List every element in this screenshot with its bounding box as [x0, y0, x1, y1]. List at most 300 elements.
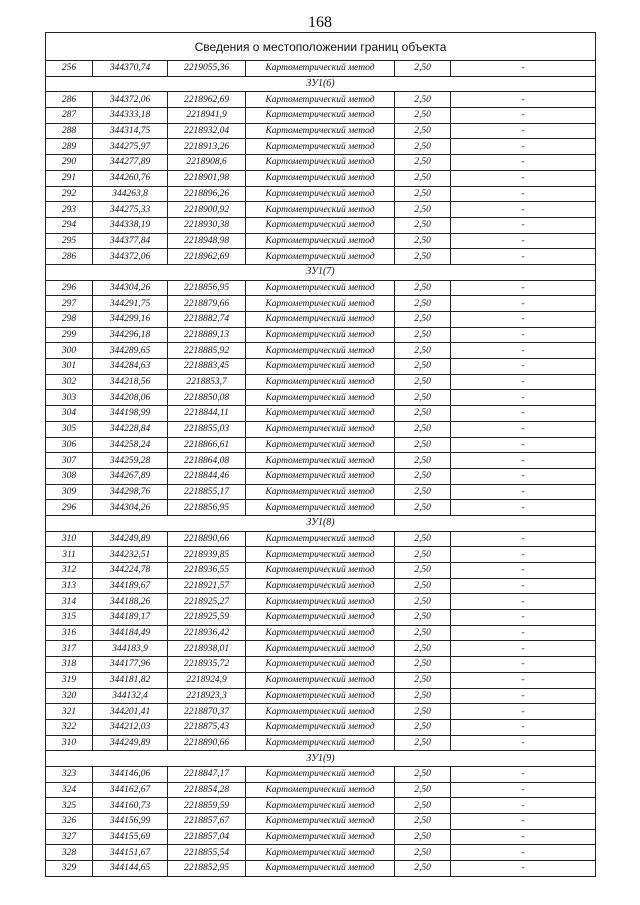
x-coordinate-cell: 344333,18	[93, 108, 168, 124]
x-coordinate-cell: 344298,76	[93, 484, 168, 500]
section-row	[46, 76, 596, 92]
method-cell: Картометрический метод	[246, 108, 395, 124]
method-cell: Картометрический метод	[246, 123, 395, 139]
method-cell: Картометрический метод	[246, 390, 395, 406]
point-number-cell: 256	[46, 61, 93, 77]
description-cell: -	[451, 468, 596, 484]
table-row	[46, 704, 596, 720]
x-coordinate-cell: 344289,65	[93, 343, 168, 359]
method-cell: Картометрический метод	[246, 829, 395, 845]
table-row	[46, 390, 596, 406]
x-coordinate-cell: 344189,17	[93, 610, 168, 626]
point-number-cell: 301	[46, 359, 93, 375]
table-row	[46, 861, 596, 877]
method-cell: Картометрический метод	[246, 327, 395, 343]
method-cell: Картометрический метод	[246, 657, 395, 673]
table-row	[46, 625, 596, 641]
description-cell: -	[451, 500, 596, 516]
method-cell: Картометрический метод	[246, 861, 395, 877]
x-coordinate-cell: 344188,26	[93, 594, 168, 610]
table-row	[46, 202, 596, 218]
table-row	[46, 312, 596, 328]
section-row	[46, 751, 596, 767]
point-number-cell: 321	[46, 704, 93, 720]
x-coordinate-cell: 344249,89	[93, 531, 168, 547]
table-row	[46, 578, 596, 594]
table-row	[46, 657, 596, 673]
point-number-cell: 296	[46, 280, 93, 296]
table-row	[46, 563, 596, 579]
description-cell: -	[451, 845, 596, 861]
method-cell: Картометрический метод	[246, 688, 395, 704]
method-cell: Картометрический метод	[246, 406, 395, 422]
description-cell: -	[451, 359, 596, 375]
table-row	[46, 155, 596, 171]
y-coordinate-cell: 2218921,57	[168, 578, 246, 594]
table-row	[46, 61, 596, 77]
accuracy-cell: 2,50	[395, 672, 451, 688]
x-coordinate-cell: 344299,16	[93, 312, 168, 328]
y-coordinate-cell: 2218962,69	[168, 249, 246, 265]
point-number-cell: 297	[46, 296, 93, 312]
y-coordinate-cell: 2219055,36	[168, 61, 246, 77]
description-cell: -	[451, 186, 596, 202]
y-coordinate-cell: 2218913,26	[168, 139, 246, 155]
point-number-cell: 286	[46, 92, 93, 108]
y-coordinate-cell: 2218901,98	[168, 170, 246, 186]
method-cell: Картометрический метод	[246, 578, 395, 594]
x-coordinate-cell: 344291,75	[93, 296, 168, 312]
y-coordinate-cell: 2218864,08	[168, 453, 246, 469]
description-cell: -	[451, 374, 596, 390]
table-row	[46, 766, 596, 782]
method-cell: Картометрический метод	[246, 186, 395, 202]
table-row	[46, 453, 596, 469]
description-cell: -	[451, 531, 596, 547]
description-cell: -	[451, 719, 596, 735]
x-coordinate-cell: 344189,67	[93, 578, 168, 594]
y-coordinate-cell: 2218847,17	[168, 766, 246, 782]
table-row	[46, 500, 596, 516]
x-coordinate-cell: 344275,33	[93, 202, 168, 218]
x-coordinate-cell: 344181,82	[93, 672, 168, 688]
description-cell: -	[451, 155, 596, 171]
method-cell: Картометрический метод	[246, 139, 395, 155]
point-number-cell: 319	[46, 672, 93, 688]
y-coordinate-cell: 2218890,66	[168, 735, 246, 751]
x-coordinate-cell: 344304,26	[93, 500, 168, 516]
method-cell: Картометрический метод	[246, 453, 395, 469]
point-number-cell: 305	[46, 421, 93, 437]
point-number-cell: 310	[46, 735, 93, 751]
method-cell: Картометрический метод	[246, 814, 395, 830]
accuracy-cell: 2,50	[395, 61, 451, 77]
method-cell: Картометрический метод	[246, 845, 395, 861]
accuracy-cell: 2,50	[395, 484, 451, 500]
table-row	[46, 139, 596, 155]
description-cell: -	[451, 343, 596, 359]
table-body	[46, 33, 596, 877]
accuracy-cell: 2,50	[395, 547, 451, 563]
point-number-cell: 299	[46, 327, 93, 343]
y-coordinate-cell: 2218856,95	[168, 500, 246, 516]
method-cell: Картометрический метод	[246, 92, 395, 108]
accuracy-cell: 2,50	[395, 594, 451, 610]
accuracy-cell: 2,50	[395, 108, 451, 124]
description-cell: -	[451, 108, 596, 124]
accuracy-cell: 2,50	[395, 468, 451, 484]
description-cell: -	[451, 437, 596, 453]
description-cell: -	[451, 484, 596, 500]
point-number-cell: 302	[46, 374, 93, 390]
x-coordinate-cell: 344184,49	[93, 625, 168, 641]
point-number-cell: 325	[46, 798, 93, 814]
point-number-cell: 326	[46, 814, 93, 830]
y-coordinate-cell: 2218924,9	[168, 672, 246, 688]
point-number-cell: 292	[46, 186, 93, 202]
method-cell: Картометрический метод	[246, 782, 395, 798]
y-coordinate-cell: 2218923,3	[168, 688, 246, 704]
x-coordinate-cell: 344151,67	[93, 845, 168, 861]
y-coordinate-cell: 2218855,03	[168, 421, 246, 437]
accuracy-cell: 2,50	[395, 704, 451, 720]
table-row	[46, 374, 596, 390]
accuracy-cell: 2,50	[395, 453, 451, 469]
accuracy-cell: 2,50	[395, 421, 451, 437]
description-cell: -	[451, 735, 596, 751]
x-coordinate-cell: 344146,06	[93, 766, 168, 782]
x-coordinate-cell: 344132,4	[93, 688, 168, 704]
method-cell: Картометрический метод	[246, 625, 395, 641]
description-cell: -	[451, 782, 596, 798]
table-row	[46, 641, 596, 657]
table-row	[46, 327, 596, 343]
x-coordinate-cell: 344249,89	[93, 735, 168, 751]
table-row	[46, 186, 596, 202]
accuracy-cell: 2,50	[395, 861, 451, 877]
y-coordinate-cell: 2218930,38	[168, 217, 246, 233]
table-row	[46, 798, 596, 814]
section-title: ЗУ1(6)	[46, 76, 596, 92]
method-cell: Картометрический метод	[246, 202, 395, 218]
y-coordinate-cell: 2218896,26	[168, 186, 246, 202]
description-cell: -	[451, 170, 596, 186]
accuracy-cell: 2,50	[395, 155, 451, 171]
method-cell: Картометрический метод	[246, 170, 395, 186]
point-number-cell: 289	[46, 139, 93, 155]
point-number-cell: 308	[46, 468, 93, 484]
y-coordinate-cell: 2218850,08	[168, 390, 246, 406]
description-cell: -	[451, 406, 596, 422]
accuracy-cell: 2,50	[395, 92, 451, 108]
x-coordinate-cell: 344232,51	[93, 547, 168, 563]
table-row	[46, 547, 596, 563]
description-cell: -	[451, 657, 596, 673]
y-coordinate-cell: 2218854,28	[168, 782, 246, 798]
description-cell: -	[451, 814, 596, 830]
method-cell: Картометрический метод	[246, 359, 395, 375]
section-title: ЗУ1(9)	[46, 751, 596, 767]
x-coordinate-cell: 344160,73	[93, 798, 168, 814]
accuracy-cell: 2,50	[395, 625, 451, 641]
description-cell: -	[451, 547, 596, 563]
point-number-cell: 311	[46, 547, 93, 563]
point-number-cell: 310	[46, 531, 93, 547]
x-coordinate-cell: 344338,19	[93, 217, 168, 233]
table-row	[46, 688, 596, 704]
y-coordinate-cell: 2218938,01	[168, 641, 246, 657]
point-number-cell: 309	[46, 484, 93, 500]
accuracy-cell: 2,50	[395, 249, 451, 265]
table-row	[46, 782, 596, 798]
method-cell: Картометрический метод	[246, 594, 395, 610]
method-cell: Картометрический метод	[246, 735, 395, 751]
y-coordinate-cell: 2218889,13	[168, 327, 246, 343]
table-row	[46, 468, 596, 484]
x-coordinate-cell: 344260,76	[93, 170, 168, 186]
y-coordinate-cell: 2218883,45	[168, 359, 246, 375]
point-number-cell: 286	[46, 249, 93, 265]
x-coordinate-cell: 344372,06	[93, 249, 168, 265]
point-number-cell: 313	[46, 578, 93, 594]
description-cell: -	[451, 296, 596, 312]
accuracy-cell: 2,50	[395, 500, 451, 516]
table-row	[46, 123, 596, 139]
point-number-cell: 312	[46, 563, 93, 579]
accuracy-cell: 2,50	[395, 814, 451, 830]
description-cell: -	[451, 625, 596, 641]
point-number-cell: 303	[46, 390, 93, 406]
point-number-cell: 327	[46, 829, 93, 845]
accuracy-cell: 2,50	[395, 719, 451, 735]
accuracy-cell: 2,50	[395, 657, 451, 673]
x-coordinate-cell: 344370,74	[93, 61, 168, 77]
point-number-cell: 329	[46, 861, 93, 877]
point-number-cell: 296	[46, 500, 93, 516]
table-row	[46, 814, 596, 830]
accuracy-cell: 2,50	[395, 123, 451, 139]
x-coordinate-cell: 344277,89	[93, 155, 168, 171]
point-number-cell: 306	[46, 437, 93, 453]
accuracy-cell: 2,50	[395, 233, 451, 249]
accuracy-cell: 2,50	[395, 766, 451, 782]
accuracy-cell: 2,50	[395, 390, 451, 406]
description-cell: -	[451, 390, 596, 406]
x-coordinate-cell: 344156,99	[93, 814, 168, 830]
point-number-cell: 290	[46, 155, 93, 171]
table-row	[46, 845, 596, 861]
table-header-row	[46, 33, 596, 61]
method-cell: Картометрический метод	[246, 719, 395, 735]
accuracy-cell: 2,50	[395, 406, 451, 422]
method-cell: Картометрический метод	[246, 280, 395, 296]
point-number-cell: 317	[46, 641, 93, 657]
accuracy-cell: 2,50	[395, 170, 451, 186]
section-row	[46, 515, 596, 531]
point-number-cell: 322	[46, 719, 93, 735]
point-number-cell: 315	[46, 610, 93, 626]
point-number-cell: 323	[46, 766, 93, 782]
page-number: 168	[308, 14, 332, 31]
accuracy-cell: 2,50	[395, 343, 451, 359]
y-coordinate-cell: 2218879,66	[168, 296, 246, 312]
y-coordinate-cell: 2218856,95	[168, 280, 246, 296]
method-cell: Картометрический метод	[246, 531, 395, 547]
y-coordinate-cell: 2218852,95	[168, 861, 246, 877]
x-coordinate-cell: 344263,8	[93, 186, 168, 202]
y-coordinate-cell: 2218855,17	[168, 484, 246, 500]
description-cell: -	[451, 421, 596, 437]
description-cell: -	[451, 578, 596, 594]
description-cell: -	[451, 312, 596, 328]
y-coordinate-cell: 2218948,98	[168, 233, 246, 249]
y-coordinate-cell: 2218875,43	[168, 719, 246, 735]
y-coordinate-cell: 2218866,61	[168, 437, 246, 453]
method-cell: Картометрический метод	[246, 547, 395, 563]
x-coordinate-cell: 344296,18	[93, 327, 168, 343]
method-cell: Картометрический метод	[246, 798, 395, 814]
table-row	[46, 170, 596, 186]
accuracy-cell: 2,50	[395, 610, 451, 626]
y-coordinate-cell: 2218870,37	[168, 704, 246, 720]
point-number-cell: 324	[46, 782, 93, 798]
accuracy-cell: 2,50	[395, 735, 451, 751]
table-row	[46, 672, 596, 688]
description-cell: -	[451, 280, 596, 296]
description-cell: -	[451, 92, 596, 108]
method-cell: Картометрический метод	[246, 437, 395, 453]
point-number-cell: 316	[46, 625, 93, 641]
x-coordinate-cell: 344259,28	[93, 453, 168, 469]
y-coordinate-cell: 2218853,7	[168, 374, 246, 390]
method-cell: Картометрический метод	[246, 374, 395, 390]
description-cell: -	[451, 704, 596, 720]
description-cell: -	[451, 217, 596, 233]
description-cell: -	[451, 61, 596, 77]
table-row	[46, 719, 596, 735]
y-coordinate-cell: 2218857,04	[168, 829, 246, 845]
accuracy-cell: 2,50	[395, 563, 451, 579]
point-number-cell: 304	[46, 406, 93, 422]
point-number-cell: 307	[46, 453, 93, 469]
table-row	[46, 610, 596, 626]
table-row	[46, 437, 596, 453]
y-coordinate-cell: 2218936,55	[168, 563, 246, 579]
method-cell: Картометрический метод	[246, 61, 395, 77]
table-row	[46, 735, 596, 751]
point-number-cell: 320	[46, 688, 93, 704]
point-number-cell: 295	[46, 233, 93, 249]
description-cell: -	[451, 861, 596, 877]
description-cell: -	[451, 123, 596, 139]
x-coordinate-cell: 344155,69	[93, 829, 168, 845]
description-cell: -	[451, 798, 596, 814]
x-coordinate-cell: 344177,96	[93, 657, 168, 673]
x-coordinate-cell: 344224,78	[93, 563, 168, 579]
section-title: ЗУ1(8)	[46, 515, 596, 531]
table-row	[46, 249, 596, 265]
x-coordinate-cell: 344275,97	[93, 139, 168, 155]
description-cell: -	[451, 139, 596, 155]
description-cell: -	[451, 766, 596, 782]
table-row	[46, 531, 596, 547]
accuracy-cell: 2,50	[395, 327, 451, 343]
y-coordinate-cell: 2218890,66	[168, 531, 246, 547]
method-cell: Картометрический метод	[246, 672, 395, 688]
y-coordinate-cell: 2218935,72	[168, 657, 246, 673]
table-row	[46, 484, 596, 500]
y-coordinate-cell: 2218882,74	[168, 312, 246, 328]
x-coordinate-cell: 344372,06	[93, 92, 168, 108]
table-row	[46, 108, 596, 124]
accuracy-cell: 2,50	[395, 186, 451, 202]
description-cell: -	[451, 672, 596, 688]
x-coordinate-cell: 344162,67	[93, 782, 168, 798]
table-row	[46, 233, 596, 249]
description-cell: -	[451, 688, 596, 704]
accuracy-cell: 2,50	[395, 202, 451, 218]
table-row	[46, 296, 596, 312]
description-cell: -	[451, 829, 596, 845]
x-coordinate-cell: 344284,63	[93, 359, 168, 375]
table-row	[46, 343, 596, 359]
point-number-cell: 291	[46, 170, 93, 186]
accuracy-cell: 2,50	[395, 688, 451, 704]
table-row	[46, 421, 596, 437]
point-number-cell: 298	[46, 312, 93, 328]
method-cell: Картометрический метод	[246, 217, 395, 233]
point-number-cell: 294	[46, 217, 93, 233]
y-coordinate-cell: 2218939,85	[168, 547, 246, 563]
x-coordinate-cell: 344183,9	[93, 641, 168, 657]
method-cell: Картометрический метод	[246, 610, 395, 626]
table-row	[46, 594, 596, 610]
x-coordinate-cell: 344198,99	[93, 406, 168, 422]
method-cell: Картометрический метод	[246, 484, 395, 500]
y-coordinate-cell: 2218932,04	[168, 123, 246, 139]
description-cell: -	[451, 594, 596, 610]
y-coordinate-cell: 2218962,69	[168, 92, 246, 108]
y-coordinate-cell: 2218844,11	[168, 406, 246, 422]
accuracy-cell: 2,50	[395, 359, 451, 375]
x-coordinate-cell: 344201,41	[93, 704, 168, 720]
y-coordinate-cell: 2218859,59	[168, 798, 246, 814]
method-cell: Картометрический метод	[246, 766, 395, 782]
point-number-cell: 328	[46, 845, 93, 861]
x-coordinate-cell: 344212,03	[93, 719, 168, 735]
table-row	[46, 406, 596, 422]
accuracy-cell: 2,50	[395, 296, 451, 312]
description-cell: -	[451, 233, 596, 249]
point-number-cell: 314	[46, 594, 93, 610]
accuracy-cell: 2,50	[395, 845, 451, 861]
method-cell: Картометрический метод	[246, 468, 395, 484]
method-cell: Картометрический метод	[246, 421, 395, 437]
y-coordinate-cell: 2218857,67	[168, 814, 246, 830]
description-cell: -	[451, 453, 596, 469]
point-number-cell: 318	[46, 657, 93, 673]
accuracy-cell: 2,50	[395, 437, 451, 453]
method-cell: Картометрический метод	[246, 500, 395, 516]
y-coordinate-cell: 2218855,54	[168, 845, 246, 861]
method-cell: Картометрический метод	[246, 233, 395, 249]
method-cell: Картометрический метод	[246, 249, 395, 265]
accuracy-cell: 2,50	[395, 217, 451, 233]
point-number-cell: 287	[46, 108, 93, 124]
method-cell: Картометрический метод	[246, 155, 395, 171]
accuracy-cell: 2,50	[395, 798, 451, 814]
y-coordinate-cell: 2218936,42	[168, 625, 246, 641]
